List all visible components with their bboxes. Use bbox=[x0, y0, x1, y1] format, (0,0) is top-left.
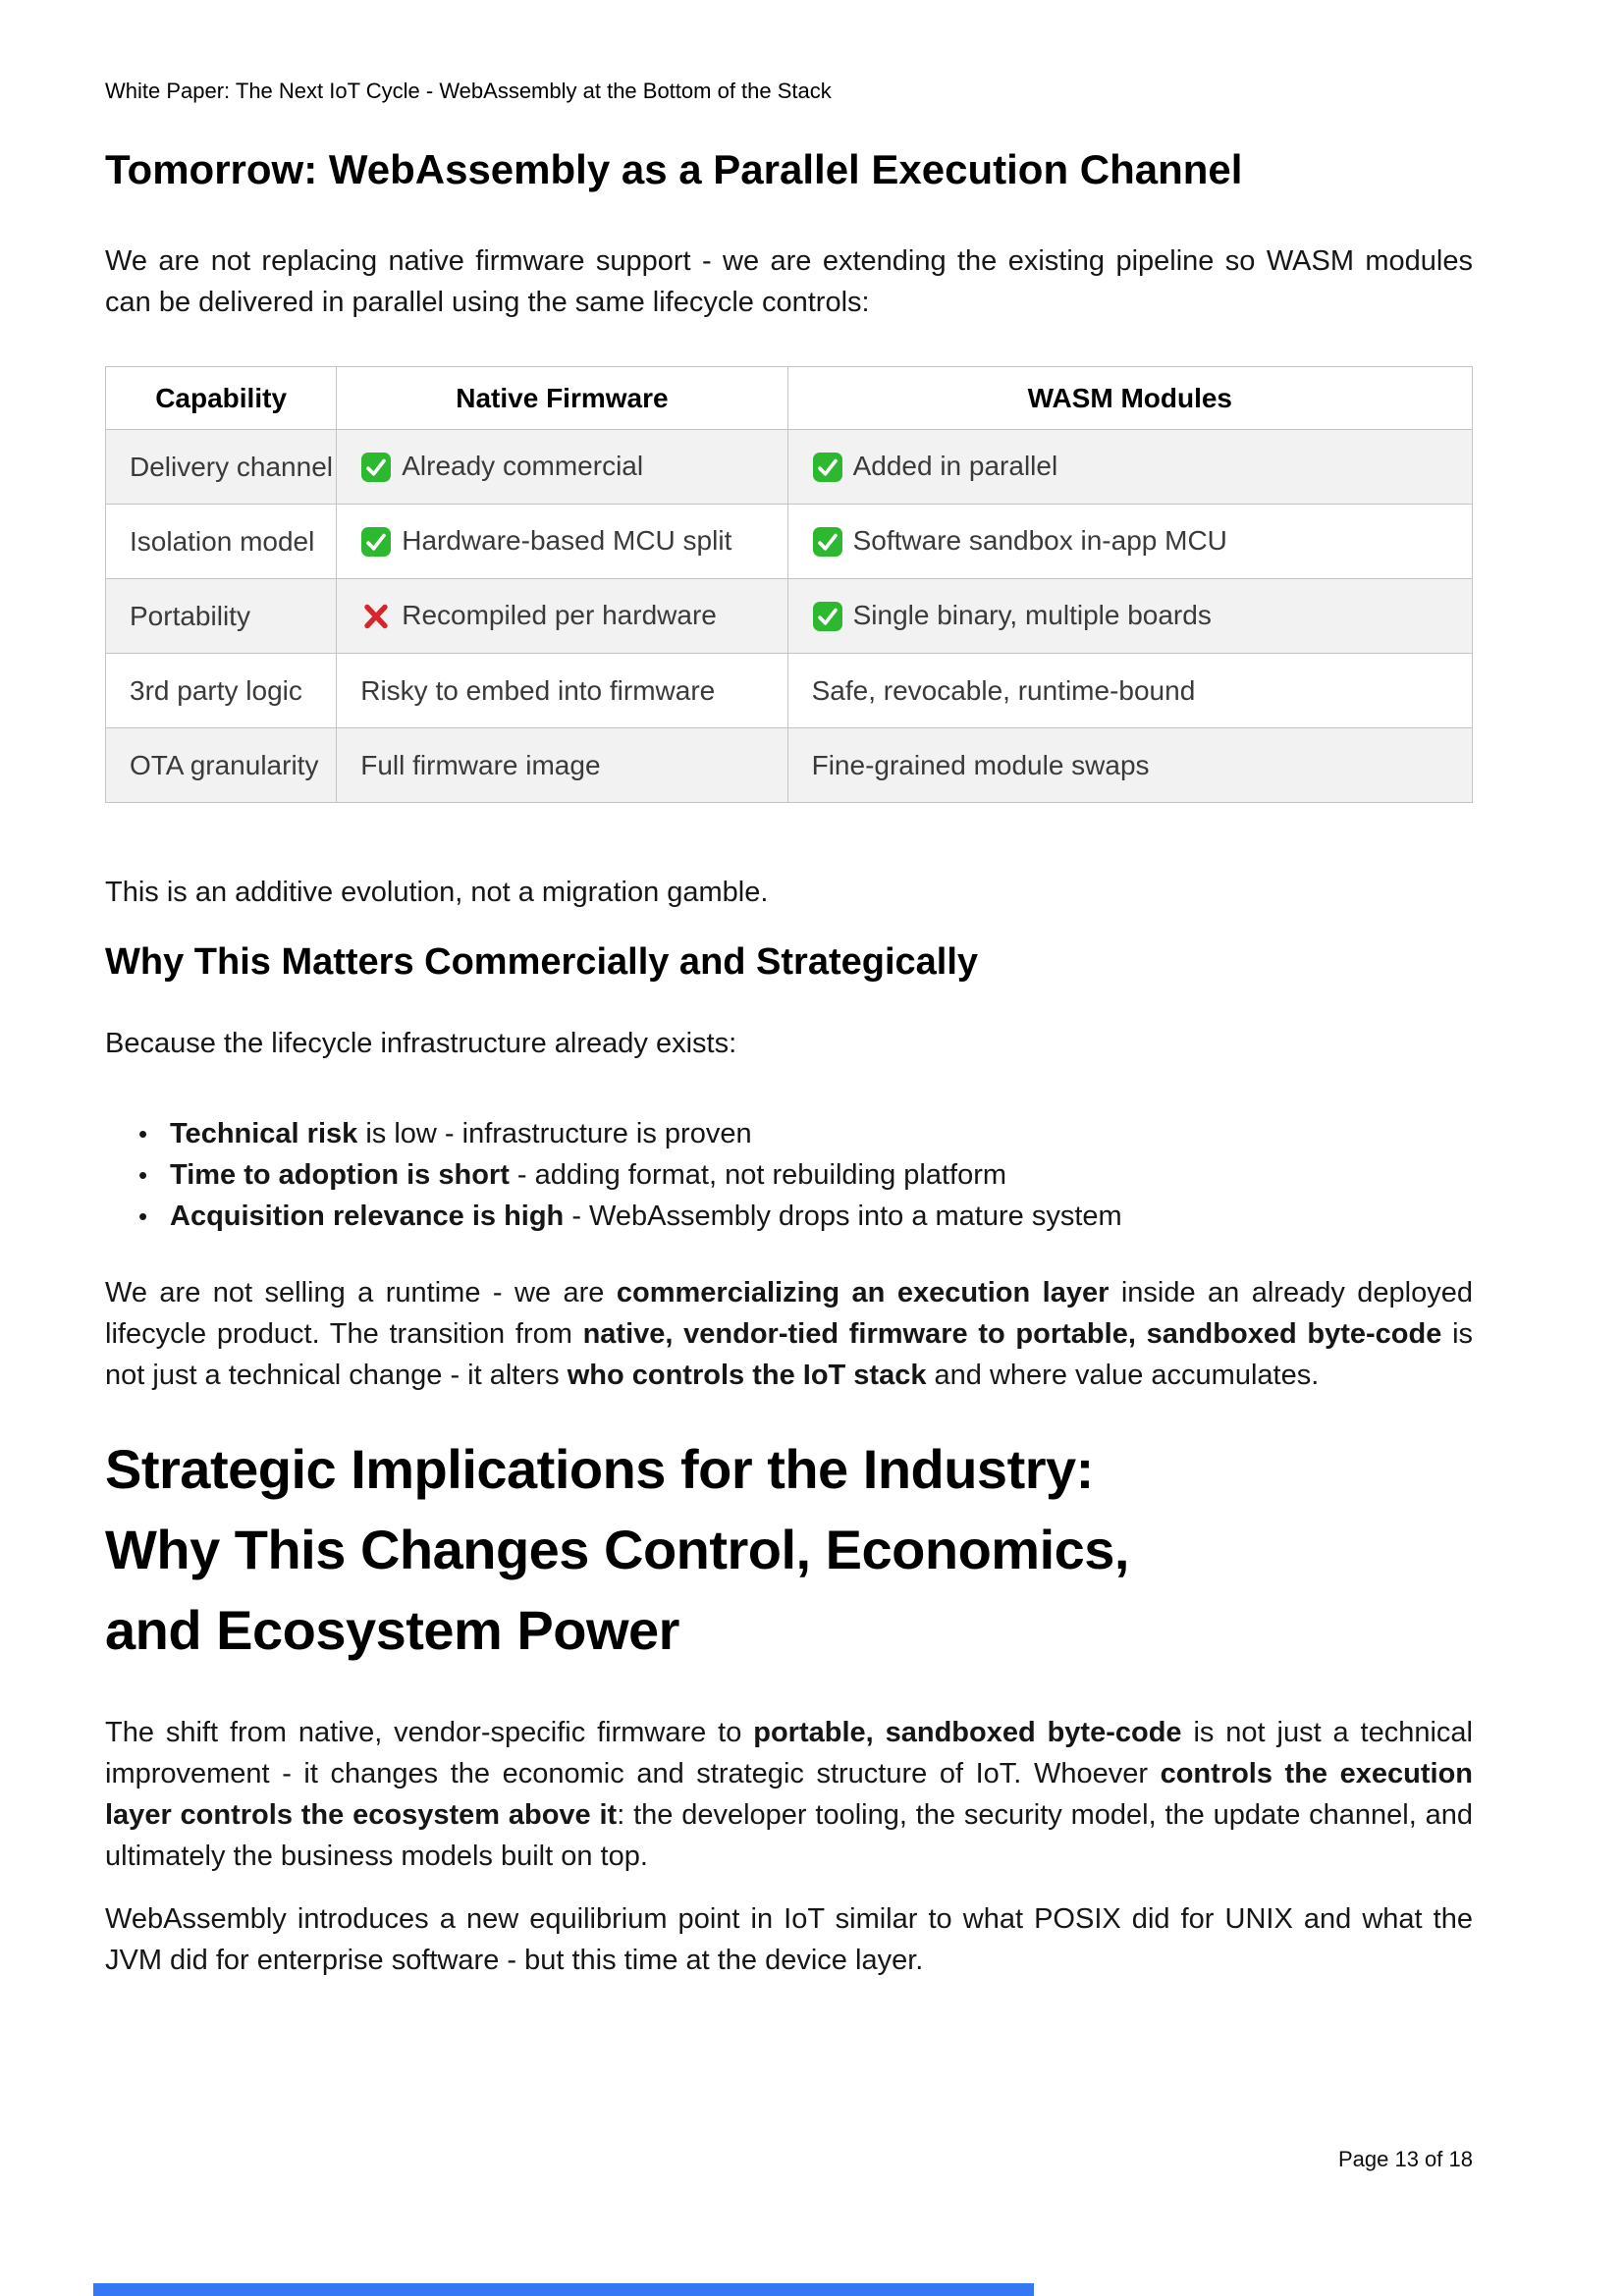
table-header-row bbox=[106, 367, 1473, 430]
comparison-table bbox=[105, 366, 1473, 803]
column-header-native-firmware: Native Firmware bbox=[337, 367, 787, 430]
check-icon bbox=[360, 452, 392, 483]
native-firmware-cell bbox=[337, 654, 787, 728]
section-title-tomorrow: Tomorrow: WebAssembly as a Parallel Execution Channel bbox=[105, 146, 1243, 192]
strategic-section-title: Strategic Implications for the Industry: Why This Changes Control, Economics, and Ecosystem Power bbox=[105, 1438, 1129, 1661]
check-icon bbox=[812, 601, 843, 632]
capability-cell: 3rd party logic bbox=[106, 654, 337, 728]
column-header-wasm-modules: WASM Modules bbox=[787, 367, 1472, 430]
native-firmware-cell bbox=[337, 505, 787, 579]
cross-icon bbox=[360, 601, 392, 632]
table-row bbox=[106, 579, 1473, 654]
page-number: Page 13 of 18 bbox=[1337, 2147, 1473, 2171]
cell-text: Full firmware image bbox=[360, 749, 601, 780]
bullet-item bbox=[105, 1113, 1473, 1154]
table-row bbox=[106, 430, 1473, 505]
why-summary-paragraph: We are not selling a runtime - we are commercializing an execution layer inside an already deployed lifecycle product. The transition from native, vendor-tied firmware to portable, sandboxed byte-code is not just a technical change - it alters who controls the IoT stack and where value accumulates. bbox=[105, 1277, 1474, 1391]
cell-text: Recompiled per hardware bbox=[402, 600, 717, 630]
strategic-paragraph-2: WebAssembly introduces a new equilibrium point in IoT similar to what POSIX did for UNIX and what the JVM did for enterprise software - but this time at the device layer. bbox=[105, 1903, 1473, 1976]
bullet-text: Acquisition relevance is high - WebAssembly drops into a mature system bbox=[170, 1201, 1122, 1232]
section-title-why-matters: Why This Matters Commercially and Strategically bbox=[105, 941, 979, 983]
bullet-text: Time to adoption is short - adding format, not rebuilding platform bbox=[170, 1159, 1007, 1191]
cell-text: Added in parallel bbox=[852, 451, 1058, 481]
document-header: White Paper: The Next IoT Cycle - WebAssembly at the Bottom of the Stack bbox=[105, 79, 832, 103]
native-firmware-cell bbox=[337, 430, 787, 505]
wasm-modules-cell bbox=[787, 654, 1472, 728]
table-row bbox=[106, 654, 1473, 728]
cell-text: Safe, revocable, runtime-bound bbox=[811, 674, 1196, 706]
capability-cell: Isolation model bbox=[106, 505, 337, 579]
check-icon bbox=[812, 526, 843, 558]
bottom-accent-bar bbox=[93, 2283, 1034, 2296]
tomorrow-outro-paragraph: This is an additive evolution, not a migration gamble. bbox=[105, 877, 769, 908]
check-icon bbox=[360, 526, 392, 558]
capability-cell: Portability bbox=[106, 579, 337, 654]
capability-cell: Delivery channel bbox=[106, 430, 337, 505]
cell-text: Already commercial bbox=[402, 451, 644, 481]
wasm-modules-cell bbox=[787, 430, 1472, 505]
check-icon bbox=[812, 452, 843, 483]
bullet-item bbox=[105, 1154, 1473, 1196]
capability-cell: OTA granularity bbox=[106, 728, 337, 803]
why-bullet-list bbox=[105, 1113, 1473, 1237]
cell-text: Software sandbox in-app MCU bbox=[852, 525, 1227, 556]
wasm-modules-cell bbox=[787, 728, 1472, 803]
column-header-capability: Capability bbox=[106, 367, 337, 430]
native-firmware-cell bbox=[337, 728, 787, 803]
bullet-text: Technical risk is low - infrastructure is proven bbox=[170, 1118, 752, 1149]
comparison-table-body bbox=[106, 430, 1473, 803]
cell-text: Risky to embed into firmware bbox=[360, 674, 716, 706]
cell-text: Hardware-based MCU split bbox=[402, 525, 732, 556]
why-intro-paragraph: Because the lifecycle infrastructure already exists: bbox=[105, 1028, 737, 1059]
wasm-modules-cell bbox=[787, 505, 1472, 579]
tomorrow-intro-paragraph: We are not replacing native firmware support - we are extending the existing pipeline so WASM modules can be delivered in parallel using the same lifecycle controls: bbox=[105, 245, 1473, 318]
table-row bbox=[106, 505, 1473, 579]
native-firmware-cell bbox=[337, 579, 787, 654]
cell-text: Fine-grained module swaps bbox=[811, 749, 1150, 780]
bullet-item bbox=[105, 1196, 1473, 1237]
table-row bbox=[106, 728, 1473, 803]
wasm-modules-cell bbox=[787, 579, 1472, 654]
cell-text: Single binary, multiple boards bbox=[852, 600, 1212, 630]
strategic-paragraph-1: The shift from native, vendor-specific firmware to portable, sandboxed byte-code is not just a technical improvement - it changes the economic and strategic structure of IoT. Whoever controls the execution layer controls the ecosystem above it: the developer tooling, the security model, the update channel, and ultimately the business models built on top. bbox=[105, 1717, 1474, 1872]
